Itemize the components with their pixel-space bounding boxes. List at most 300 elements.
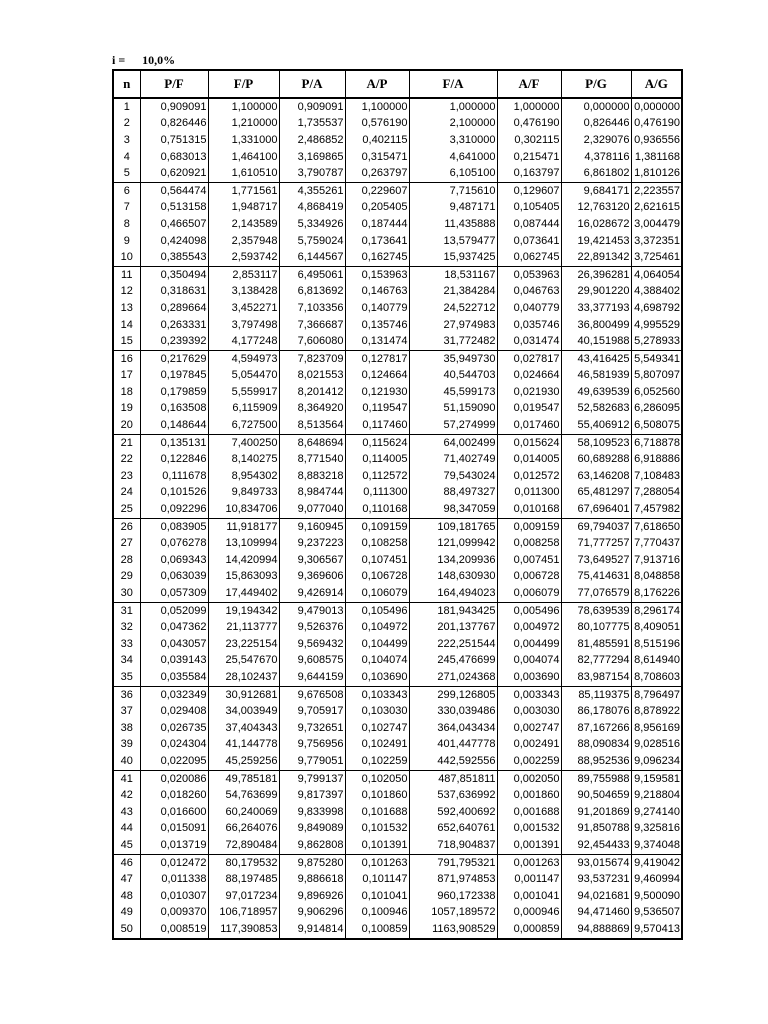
cell-p-a: 9,862808 bbox=[279, 837, 345, 854]
cell-p-a: 7,103356 bbox=[279, 300, 345, 317]
cell-p-a: 9,732651 bbox=[279, 720, 345, 737]
cell-n: 34 bbox=[120, 654, 133, 667]
cell-f-p: 88,197485 bbox=[208, 871, 279, 888]
cell-a-g: 9,419042 bbox=[631, 854, 682, 871]
cell-p-g: 6,861802 bbox=[561, 165, 631, 182]
cell-a-f: 0,021930 bbox=[497, 384, 561, 401]
cell-p-g: 12,763120 bbox=[561, 200, 631, 217]
cell-a-g: 2,621615 bbox=[631, 200, 682, 217]
cell-f-a: 871,974853 bbox=[409, 871, 497, 888]
cell-p-g: 92,454433 bbox=[561, 837, 631, 854]
cell-p-g: 93,015674 bbox=[561, 854, 631, 871]
cell-a-g: 0,476190 bbox=[631, 116, 682, 133]
cell-f-a: 148,630930 bbox=[409, 569, 497, 586]
cell-a-g: 7,913716 bbox=[631, 552, 682, 569]
cell-f-p: 25,547670 bbox=[208, 653, 279, 670]
cell-a-f: 0,002747 bbox=[497, 720, 561, 737]
cell-p-a: 9,817397 bbox=[279, 787, 345, 804]
cell-f-p: 66,264076 bbox=[208, 821, 279, 838]
cell-a-p: 0,101263 bbox=[345, 854, 409, 871]
cell-a-g: 4,388402 bbox=[631, 284, 682, 301]
cell-p-a: 9,833998 bbox=[279, 804, 345, 821]
interest-rate-value: 10,0% bbox=[142, 53, 176, 67]
cell-p-f: 0,016600 bbox=[140, 804, 208, 821]
cell-p-f: 0,024304 bbox=[140, 737, 208, 754]
cell-p-f: 0,063039 bbox=[140, 569, 208, 586]
cell-n: 19 bbox=[120, 402, 133, 415]
cell-a-p: 0,104499 bbox=[345, 636, 409, 653]
cell-p-g: 22,891342 bbox=[561, 249, 631, 266]
cell-f-a: 134,209936 bbox=[409, 552, 497, 569]
cell-n: 7 bbox=[123, 201, 130, 214]
cell-p-g: 55,406912 bbox=[561, 417, 631, 434]
cell-a-p: 0,140779 bbox=[345, 300, 409, 317]
cell-p-f: 0,035584 bbox=[140, 669, 208, 686]
cell-p-a: 9,886618 bbox=[279, 871, 345, 888]
cell-n: 23 bbox=[120, 469, 133, 482]
cell-a-g: 9,374048 bbox=[631, 837, 682, 854]
table-row bbox=[113, 787, 682, 804]
cell-f-p: 37,404343 bbox=[208, 720, 279, 737]
table-row bbox=[113, 233, 682, 250]
cell-f-p: 1,948717 bbox=[208, 200, 279, 217]
cell-f-p: 34,003949 bbox=[208, 703, 279, 720]
cell-f-p: 80,179532 bbox=[208, 854, 279, 871]
cell-f-p: 41,144778 bbox=[208, 737, 279, 754]
cell-p-g: 33,377193 bbox=[561, 300, 631, 317]
cell-p-f: 0,197845 bbox=[140, 368, 208, 385]
cell-a-p: 0,402115 bbox=[345, 132, 409, 149]
column-header-p-f: P/F bbox=[140, 70, 208, 98]
cell-p-g: 75,414631 bbox=[561, 569, 631, 586]
cell-n: 21 bbox=[120, 436, 133, 449]
cell-p-g: 87,167266 bbox=[561, 720, 631, 737]
cell-n: 6 bbox=[123, 184, 130, 197]
cell-a-p: 0,173641 bbox=[345, 233, 409, 250]
cell-a-g: 8,878922 bbox=[631, 703, 682, 720]
cell-n: 42 bbox=[120, 789, 133, 802]
cell-p-f: 0,350494 bbox=[140, 266, 208, 283]
cell-a-f: 0,019547 bbox=[497, 401, 561, 418]
cell-a-f: 0,002491 bbox=[497, 737, 561, 754]
cell-n: 12 bbox=[120, 285, 133, 298]
table-row bbox=[113, 384, 682, 401]
table-row bbox=[113, 653, 682, 670]
cell-a-f: 0,012572 bbox=[497, 468, 561, 485]
cell-p-a: 9,849089 bbox=[279, 821, 345, 838]
cell-n: 20 bbox=[113, 417, 140, 434]
cell-a-p: 0,104972 bbox=[345, 619, 409, 636]
cell-a-p: 0,101532 bbox=[345, 821, 409, 838]
cell-a-g: 7,618650 bbox=[631, 518, 682, 535]
table-row bbox=[113, 602, 682, 619]
cell-a-f: 1,000000 bbox=[497, 98, 561, 116]
table-row bbox=[113, 284, 682, 301]
cell-p-f: 0,135131 bbox=[140, 434, 208, 451]
cell-a-p: 0,106728 bbox=[345, 569, 409, 586]
cell-n: 10 bbox=[113, 249, 140, 266]
cell-f-p: 28,102437 bbox=[208, 669, 279, 686]
cell-f-a: 2,100000 bbox=[409, 116, 497, 133]
cell-p-g: 86,178076 bbox=[561, 703, 631, 720]
cell-a-p: 0,110168 bbox=[345, 501, 409, 518]
cell-f-a: 71,402749 bbox=[409, 451, 497, 468]
cell-p-g: 0,826446 bbox=[561, 116, 631, 133]
cell-a-f: 0,002259 bbox=[497, 753, 561, 770]
cell-a-p: 0,131474 bbox=[345, 333, 409, 350]
cell-p-f: 0,026735 bbox=[140, 720, 208, 737]
cell-p-f: 0,032349 bbox=[140, 686, 208, 703]
cell-f-a: 57,274999 bbox=[409, 417, 497, 434]
cell-a-p: 0,101688 bbox=[345, 804, 409, 821]
cell-p-f: 0,009370 bbox=[140, 905, 208, 922]
cell-a-p: 0,100946 bbox=[345, 905, 409, 922]
cell-a-p: 0,162745 bbox=[345, 249, 409, 266]
cell-p-g: 77,076579 bbox=[561, 585, 631, 602]
cell-f-p: 8,954302 bbox=[208, 468, 279, 485]
cell-a-p: 0,101041 bbox=[345, 888, 409, 905]
cell-f-p: 19,194342 bbox=[208, 602, 279, 619]
cell-a-p: 0,102491 bbox=[345, 737, 409, 754]
cell-p-a: 6,144567 bbox=[279, 249, 345, 266]
cell-a-g: 3,725461 bbox=[631, 249, 682, 266]
table-body bbox=[113, 98, 682, 939]
cell-p-g: 29,901220 bbox=[561, 284, 631, 301]
cell-f-p: 2,853117 bbox=[208, 266, 279, 283]
cell-f-p: 5,559917 bbox=[208, 384, 279, 401]
cell-n: 29 bbox=[120, 570, 133, 583]
table-row bbox=[113, 132, 682, 149]
cell-p-f: 0,239392 bbox=[140, 333, 208, 350]
cell-f-a: 6,105100 bbox=[409, 165, 497, 182]
cell-a-p: 0,115624 bbox=[345, 434, 409, 451]
cell-f-p: 49,785181 bbox=[208, 770, 279, 787]
cell-p-f: 0,179859 bbox=[140, 384, 208, 401]
cell-p-g: 93,537231 bbox=[561, 871, 631, 888]
cell-a-g: 5,278933 bbox=[631, 333, 682, 350]
cell-a-p: 0,103030 bbox=[345, 703, 409, 720]
cell-p-g: 26,396281 bbox=[561, 266, 631, 283]
cell-p-a: 8,984744 bbox=[279, 485, 345, 502]
cell-p-g: 52,582683 bbox=[561, 401, 631, 418]
table-row bbox=[113, 619, 682, 636]
cell-p-f: 0,047362 bbox=[140, 619, 208, 636]
cell-p-g: 67,696401 bbox=[561, 501, 631, 518]
cell-a-g: 9,159581 bbox=[631, 770, 682, 787]
cell-p-g: 94,888869 bbox=[561, 921, 631, 939]
cell-p-a: 9,756956 bbox=[279, 737, 345, 754]
cell-n: 48 bbox=[120, 889, 133, 902]
cell-a-f: 0,476190 bbox=[497, 116, 561, 133]
table-row bbox=[113, 871, 682, 888]
cell-f-a: 718,904837 bbox=[409, 837, 497, 854]
cell-a-f: 0,035746 bbox=[497, 317, 561, 334]
cell-p-f: 0,011338 bbox=[140, 871, 208, 888]
cell-f-p: 2,593742 bbox=[208, 249, 279, 266]
table-row bbox=[113, 200, 682, 217]
cell-p-a: 8,883218 bbox=[279, 468, 345, 485]
cell-a-p: 0,102259 bbox=[345, 753, 409, 770]
cell-a-g: 5,549341 bbox=[631, 350, 682, 367]
cell-p-a: 4,355261 bbox=[279, 182, 345, 199]
cell-p-a: 9,799137 bbox=[279, 770, 345, 787]
cell-a-p: 0,101147 bbox=[345, 871, 409, 888]
cell-n: 40 bbox=[113, 753, 140, 770]
cell-f-a: 1,000000 bbox=[409, 98, 497, 116]
cell-f-a: 181,943425 bbox=[409, 602, 497, 619]
cell-n: 32 bbox=[120, 621, 133, 634]
cell-a-f: 0,003030 bbox=[497, 703, 561, 720]
cell-a-f: 0,046763 bbox=[497, 284, 561, 301]
cell-p-f: 0,101526 bbox=[140, 485, 208, 502]
cell-p-f: 0,909091 bbox=[140, 98, 208, 116]
cell-a-g: 6,508075 bbox=[631, 417, 682, 434]
cell-p-a: 9,875280 bbox=[279, 854, 345, 871]
cell-a-g: 7,457982 bbox=[631, 501, 682, 518]
cell-n: 35 bbox=[113, 669, 140, 686]
cell-p-a: 8,513564 bbox=[279, 417, 345, 434]
cell-a-g: 9,274140 bbox=[631, 804, 682, 821]
cell-a-f: 0,302115 bbox=[497, 132, 561, 149]
cell-p-f: 0,018260 bbox=[140, 787, 208, 804]
cell-p-g: 85,119375 bbox=[561, 686, 631, 703]
cell-a-g: 9,570413 bbox=[631, 921, 682, 939]
column-header-a-f: A/F bbox=[497, 70, 561, 98]
cell-a-p: 0,102050 bbox=[345, 770, 409, 787]
cell-f-p: 7,400250 bbox=[208, 434, 279, 451]
cell-p-a: 6,813692 bbox=[279, 284, 345, 301]
cell-p-g: 78,639539 bbox=[561, 602, 631, 619]
table-row bbox=[113, 501, 682, 518]
cell-a-g: 4,064054 bbox=[631, 266, 682, 283]
cell-f-p: 14,420994 bbox=[208, 552, 279, 569]
cell-a-p: 0,315471 bbox=[345, 149, 409, 166]
cell-n: 5 bbox=[113, 165, 140, 182]
cell-p-f: 0,057309 bbox=[140, 585, 208, 602]
table-row bbox=[113, 837, 682, 854]
cell-p-f: 0,029408 bbox=[140, 703, 208, 720]
cell-p-f: 0,092296 bbox=[140, 501, 208, 518]
cell-f-p: 8,140275 bbox=[208, 451, 279, 468]
cell-a-g: 9,536507 bbox=[631, 905, 682, 922]
cell-p-f: 0,620921 bbox=[140, 165, 208, 182]
cell-p-a: 0,909091 bbox=[279, 98, 345, 116]
cell-f-p: 97,017234 bbox=[208, 888, 279, 905]
cell-a-f: 0,011300 bbox=[497, 485, 561, 502]
cell-a-f: 0,062745 bbox=[497, 249, 561, 266]
cell-n: 36 bbox=[120, 688, 133, 701]
cell-p-g: 69,794037 bbox=[561, 518, 631, 535]
cell-a-p: 0,153963 bbox=[345, 266, 409, 283]
cell-p-g: 43,416425 bbox=[561, 350, 631, 367]
cell-a-f: 0,129607 bbox=[497, 182, 561, 199]
cell-a-f: 0,014005 bbox=[497, 451, 561, 468]
cell-a-p: 0,119547 bbox=[345, 401, 409, 418]
cell-f-p: 106,718957 bbox=[208, 905, 279, 922]
cell-a-f: 0,031474 bbox=[497, 333, 561, 350]
cell-f-a: 960,172338 bbox=[409, 888, 497, 905]
cell-f-a: 15,937425 bbox=[409, 249, 497, 266]
cell-n: 30 bbox=[113, 585, 140, 602]
cell-p-a: 9,237223 bbox=[279, 535, 345, 552]
cell-p-a: 9,369606 bbox=[279, 569, 345, 586]
cell-n: 44 bbox=[120, 822, 133, 835]
cell-p-a: 8,021553 bbox=[279, 368, 345, 385]
cell-p-g: 91,850788 bbox=[561, 821, 631, 838]
column-header-f-p: F/P bbox=[208, 70, 279, 98]
cell-f-a: 98,347059 bbox=[409, 501, 497, 518]
cell-p-f: 0,564474 bbox=[140, 182, 208, 199]
cell-p-g: 88,952536 bbox=[561, 753, 631, 770]
cell-p-a: 1,735537 bbox=[279, 116, 345, 133]
cell-f-a: 245,476699 bbox=[409, 653, 497, 670]
table-row bbox=[113, 182, 682, 199]
cell-f-a: 18,531167 bbox=[409, 266, 497, 283]
cell-p-a: 8,201412 bbox=[279, 384, 345, 401]
cell-n: 31 bbox=[120, 604, 133, 617]
cell-a-f: 0,001860 bbox=[497, 787, 561, 804]
cell-p-f: 0,751315 bbox=[140, 132, 208, 149]
cell-a-p: 1,100000 bbox=[345, 98, 409, 116]
cell-f-p: 9,849733 bbox=[208, 485, 279, 502]
cell-a-g: 6,286095 bbox=[631, 401, 682, 418]
cell-a-p: 0,146763 bbox=[345, 284, 409, 301]
cell-p-a: 9,705917 bbox=[279, 703, 345, 720]
cell-a-f: 0,007451 bbox=[497, 552, 561, 569]
cell-a-p: 0,103343 bbox=[345, 686, 409, 703]
cell-p-a: 9,077040 bbox=[279, 501, 345, 518]
cell-f-p: 17,449402 bbox=[208, 585, 279, 602]
cell-a-f: 0,027817 bbox=[497, 350, 561, 367]
cell-f-p: 11,918177 bbox=[208, 518, 279, 535]
cell-f-p: 6,115909 bbox=[208, 401, 279, 418]
cell-a-f: 0,087444 bbox=[497, 216, 561, 233]
cell-n: 38 bbox=[120, 721, 133, 734]
table-row bbox=[113, 434, 682, 451]
table-row bbox=[113, 770, 682, 787]
cell-n: 33 bbox=[120, 637, 133, 650]
cell-p-g: 60,689288 bbox=[561, 451, 631, 468]
cell-a-f: 0,003690 bbox=[497, 669, 561, 686]
cell-n: 11 bbox=[121, 268, 133, 281]
cell-f-a: 537,636992 bbox=[409, 787, 497, 804]
cell-f-a: 35,949730 bbox=[409, 350, 497, 367]
cell-p-a: 9,526376 bbox=[279, 619, 345, 636]
cell-p-a: 9,306567 bbox=[279, 552, 345, 569]
cell-n: 2 bbox=[123, 117, 130, 130]
cell-f-p: 30,912681 bbox=[208, 686, 279, 703]
cell-f-a: 401,447778 bbox=[409, 737, 497, 754]
cell-a-p: 0,135746 bbox=[345, 317, 409, 334]
cell-p-g: 89,755988 bbox=[561, 770, 631, 787]
table-row bbox=[113, 368, 682, 385]
cell-n: 22 bbox=[120, 453, 133, 466]
cell-p-a: 5,334926 bbox=[279, 216, 345, 233]
cell-f-a: 9,487171 bbox=[409, 200, 497, 217]
table-row bbox=[113, 636, 682, 653]
cell-f-a: 487,851811 bbox=[409, 770, 497, 787]
cell-a-f: 0,000946 bbox=[497, 905, 561, 922]
cell-f-a: 271,024368 bbox=[409, 669, 497, 686]
cell-f-a: 442,592556 bbox=[409, 753, 497, 770]
cell-a-g: 1,381168 bbox=[631, 149, 682, 166]
cell-p-f: 0,683013 bbox=[140, 149, 208, 166]
cell-p-a: 9,426914 bbox=[279, 585, 345, 602]
cell-n: 17 bbox=[120, 369, 133, 382]
cell-a-p: 0,111300 bbox=[345, 485, 409, 502]
cell-p-a: 7,366687 bbox=[279, 317, 345, 334]
cell-a-g: 1,810126 bbox=[631, 165, 682, 182]
cell-f-p: 21,113777 bbox=[208, 619, 279, 636]
column-header-p-g: P/G bbox=[561, 70, 631, 98]
cell-f-a: 791,795321 bbox=[409, 854, 497, 871]
cell-a-p: 0,106079 bbox=[345, 585, 409, 602]
column-header-p-a: P/A bbox=[279, 70, 345, 98]
cell-f-a: 330,039486 bbox=[409, 703, 497, 720]
cell-p-a: 9,569432 bbox=[279, 636, 345, 653]
cell-p-g: 88,090834 bbox=[561, 737, 631, 754]
cell-a-f: 0,073641 bbox=[497, 233, 561, 250]
cell-a-p: 0,576190 bbox=[345, 116, 409, 133]
table-row bbox=[113, 535, 682, 552]
cell-f-p: 45,259256 bbox=[208, 753, 279, 770]
cell-f-p: 1,331000 bbox=[208, 132, 279, 149]
interest-factor-table bbox=[112, 69, 683, 940]
cell-a-g: 9,325816 bbox=[631, 821, 682, 838]
cell-p-a: 9,644159 bbox=[279, 669, 345, 686]
cell-a-g: 8,296174 bbox=[631, 602, 682, 619]
interest-rate-line bbox=[112, 53, 175, 67]
cell-p-g: 63,146208 bbox=[561, 468, 631, 485]
cell-a-f: 0,000859 bbox=[497, 921, 561, 939]
cell-f-p: 1,610510 bbox=[208, 165, 279, 182]
cell-p-g: 9,684171 bbox=[561, 182, 631, 199]
cell-a-f: 0,006728 bbox=[497, 569, 561, 586]
table-row bbox=[113, 98, 682, 116]
table-row bbox=[113, 921, 682, 939]
table-row bbox=[113, 401, 682, 418]
cell-a-g: 4,995529 bbox=[631, 317, 682, 334]
cell-a-p: 0,114005 bbox=[345, 451, 409, 468]
cell-p-g: 16,028672 bbox=[561, 216, 631, 233]
cell-p-f: 0,163508 bbox=[140, 401, 208, 418]
table-row bbox=[113, 669, 682, 686]
cell-n: 41 bbox=[120, 772, 133, 785]
cell-p-f: 0,020086 bbox=[140, 770, 208, 787]
table-row bbox=[113, 686, 682, 703]
cell-p-f: 0,466507 bbox=[140, 216, 208, 233]
cell-a-f: 0,215471 bbox=[497, 149, 561, 166]
cell-a-f: 0,163797 bbox=[497, 165, 561, 182]
cell-a-g: 3,004479 bbox=[631, 216, 682, 233]
table-row bbox=[113, 468, 682, 485]
column-header-a-g: A/G bbox=[631, 70, 682, 98]
cell-p-g: 36,800499 bbox=[561, 317, 631, 334]
cell-f-p: 2,143589 bbox=[208, 216, 279, 233]
cell-f-p: 1,464100 bbox=[208, 149, 279, 166]
cell-p-g: 19,421453 bbox=[561, 233, 631, 250]
cell-f-p: 1,210000 bbox=[208, 116, 279, 133]
cell-f-a: 40,544703 bbox=[409, 368, 497, 385]
cell-n: 14 bbox=[120, 318, 133, 331]
table-row bbox=[113, 552, 682, 569]
cell-f-p: 1,100000 bbox=[208, 98, 279, 116]
cell-a-f: 0,053963 bbox=[497, 266, 561, 283]
cell-f-p: 3,797498 bbox=[208, 317, 279, 334]
cell-p-f: 0,013719 bbox=[140, 837, 208, 854]
cell-f-a: 27,974983 bbox=[409, 317, 497, 334]
cell-p-f: 0,217629 bbox=[140, 350, 208, 367]
